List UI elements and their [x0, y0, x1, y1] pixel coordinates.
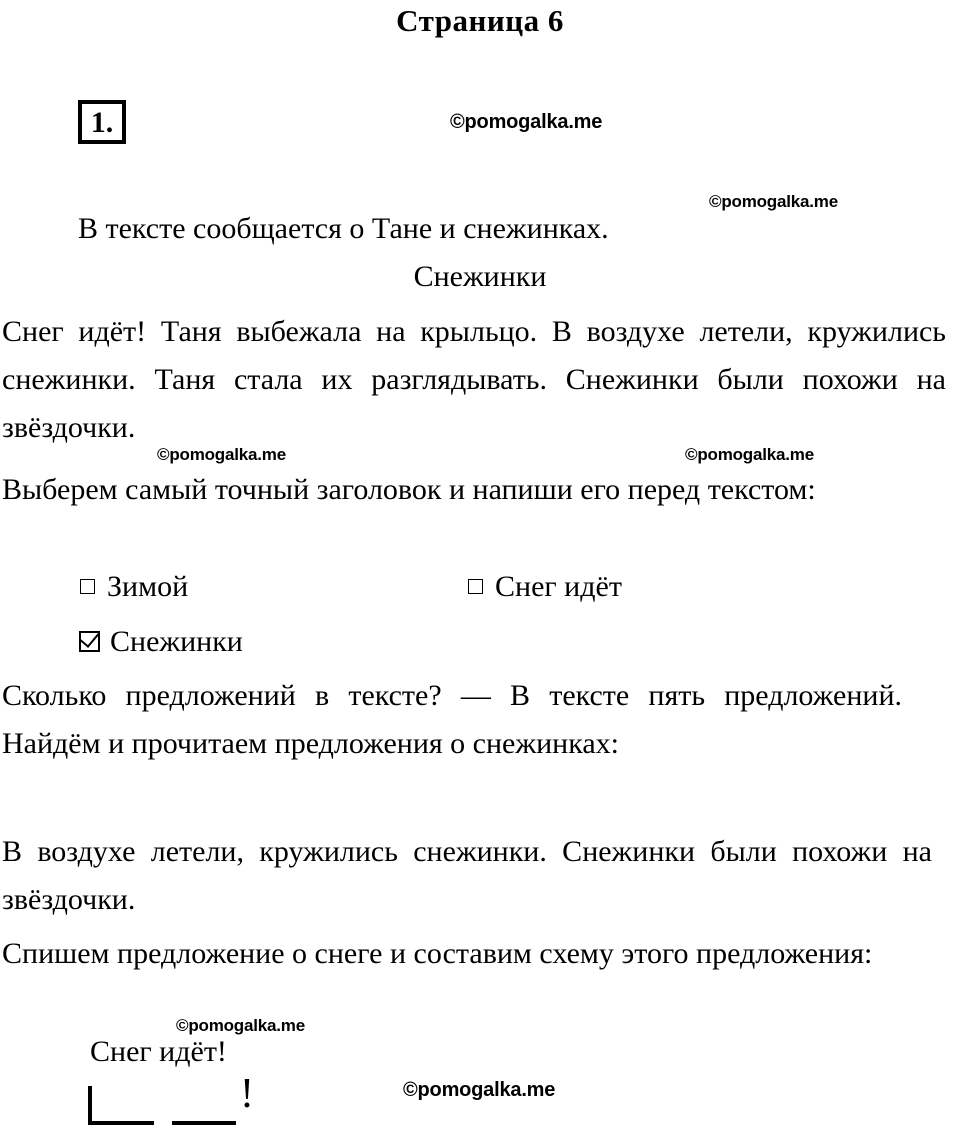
exclamation-mark: !: [240, 1071, 254, 1117]
watermark: ©pomogalka.me: [450, 111, 603, 133]
option-sneg-idyot[interactable]: [468, 565, 622, 609]
intro-line: В тексте сообщается о Тане и снежинках.: [78, 212, 609, 245]
watermark: ©pomogalka.me: [685, 445, 814, 464]
checkbox-unchecked-icon[interactable]: [468, 579, 483, 594]
question-sentence-count: [2, 672, 902, 768]
option-snezhinki[interactable]: [79, 620, 243, 664]
checkbox-checked-icon[interactable]: [79, 631, 100, 652]
option-label: Снежинки: [110, 625, 243, 658]
option-label: Зимой: [107, 570, 189, 603]
question-sentence-count-text: Сколько предложений в тексте? — В тексте пять предложений. Найдём и прочитаем предложения о снежинках:: [2, 679, 902, 760]
page-title: Страница 6: [396, 3, 564, 38]
checkbox-unchecked-icon[interactable]: [80, 579, 95, 594]
word-line-1: [88, 1121, 154, 1125]
instruction-build-scheme: [2, 930, 946, 978]
option-label: Снег идёт: [495, 570, 622, 603]
copied-sentence: Снег идёт!: [90, 1035, 227, 1068]
story-paragraph-text: Снег идёт! Таня выбежала на крыльцо. В воздухе летели, кружились снежинки. Таня стала их разглядывать. Снежинки были похожи на звёздочки.: [2, 315, 946, 444]
watermark: ©pomogalka.me: [157, 445, 286, 464]
story-paragraph: [2, 308, 946, 452]
word-line-2: [172, 1121, 236, 1125]
instruction-choose-heading: [2, 466, 902, 514]
story-heading: Снежинки: [413, 260, 547, 293]
capital-letter-marker: [88, 1086, 92, 1124]
watermark: ©pomogalka.me: [176, 1016, 305, 1035]
sentence-scheme-diagram: [88, 1071, 298, 1128]
option-zimoy[interactable]: [80, 565, 188, 609]
watermark: ©pomogalka.me: [403, 1079, 556, 1101]
instruction-build-scheme-text: Спишем предложение о снеге и составим схему этого предложения:: [2, 937, 873, 970]
snowflake-sentences: [2, 828, 932, 924]
snowflake-sentences-text: В воздухе летели, кружились снежинки. Снежинки были похожи на звёздочки.: [2, 835, 932, 916]
instruction-choose-text: Выберем самый точный заголовок и напиши его перед текстом:: [2, 473, 816, 506]
task-number-box: 1.: [78, 100, 126, 144]
check-mark-icon: [79, 627, 99, 648]
watermark: ©pomogalka.me: [709, 192, 838, 211]
